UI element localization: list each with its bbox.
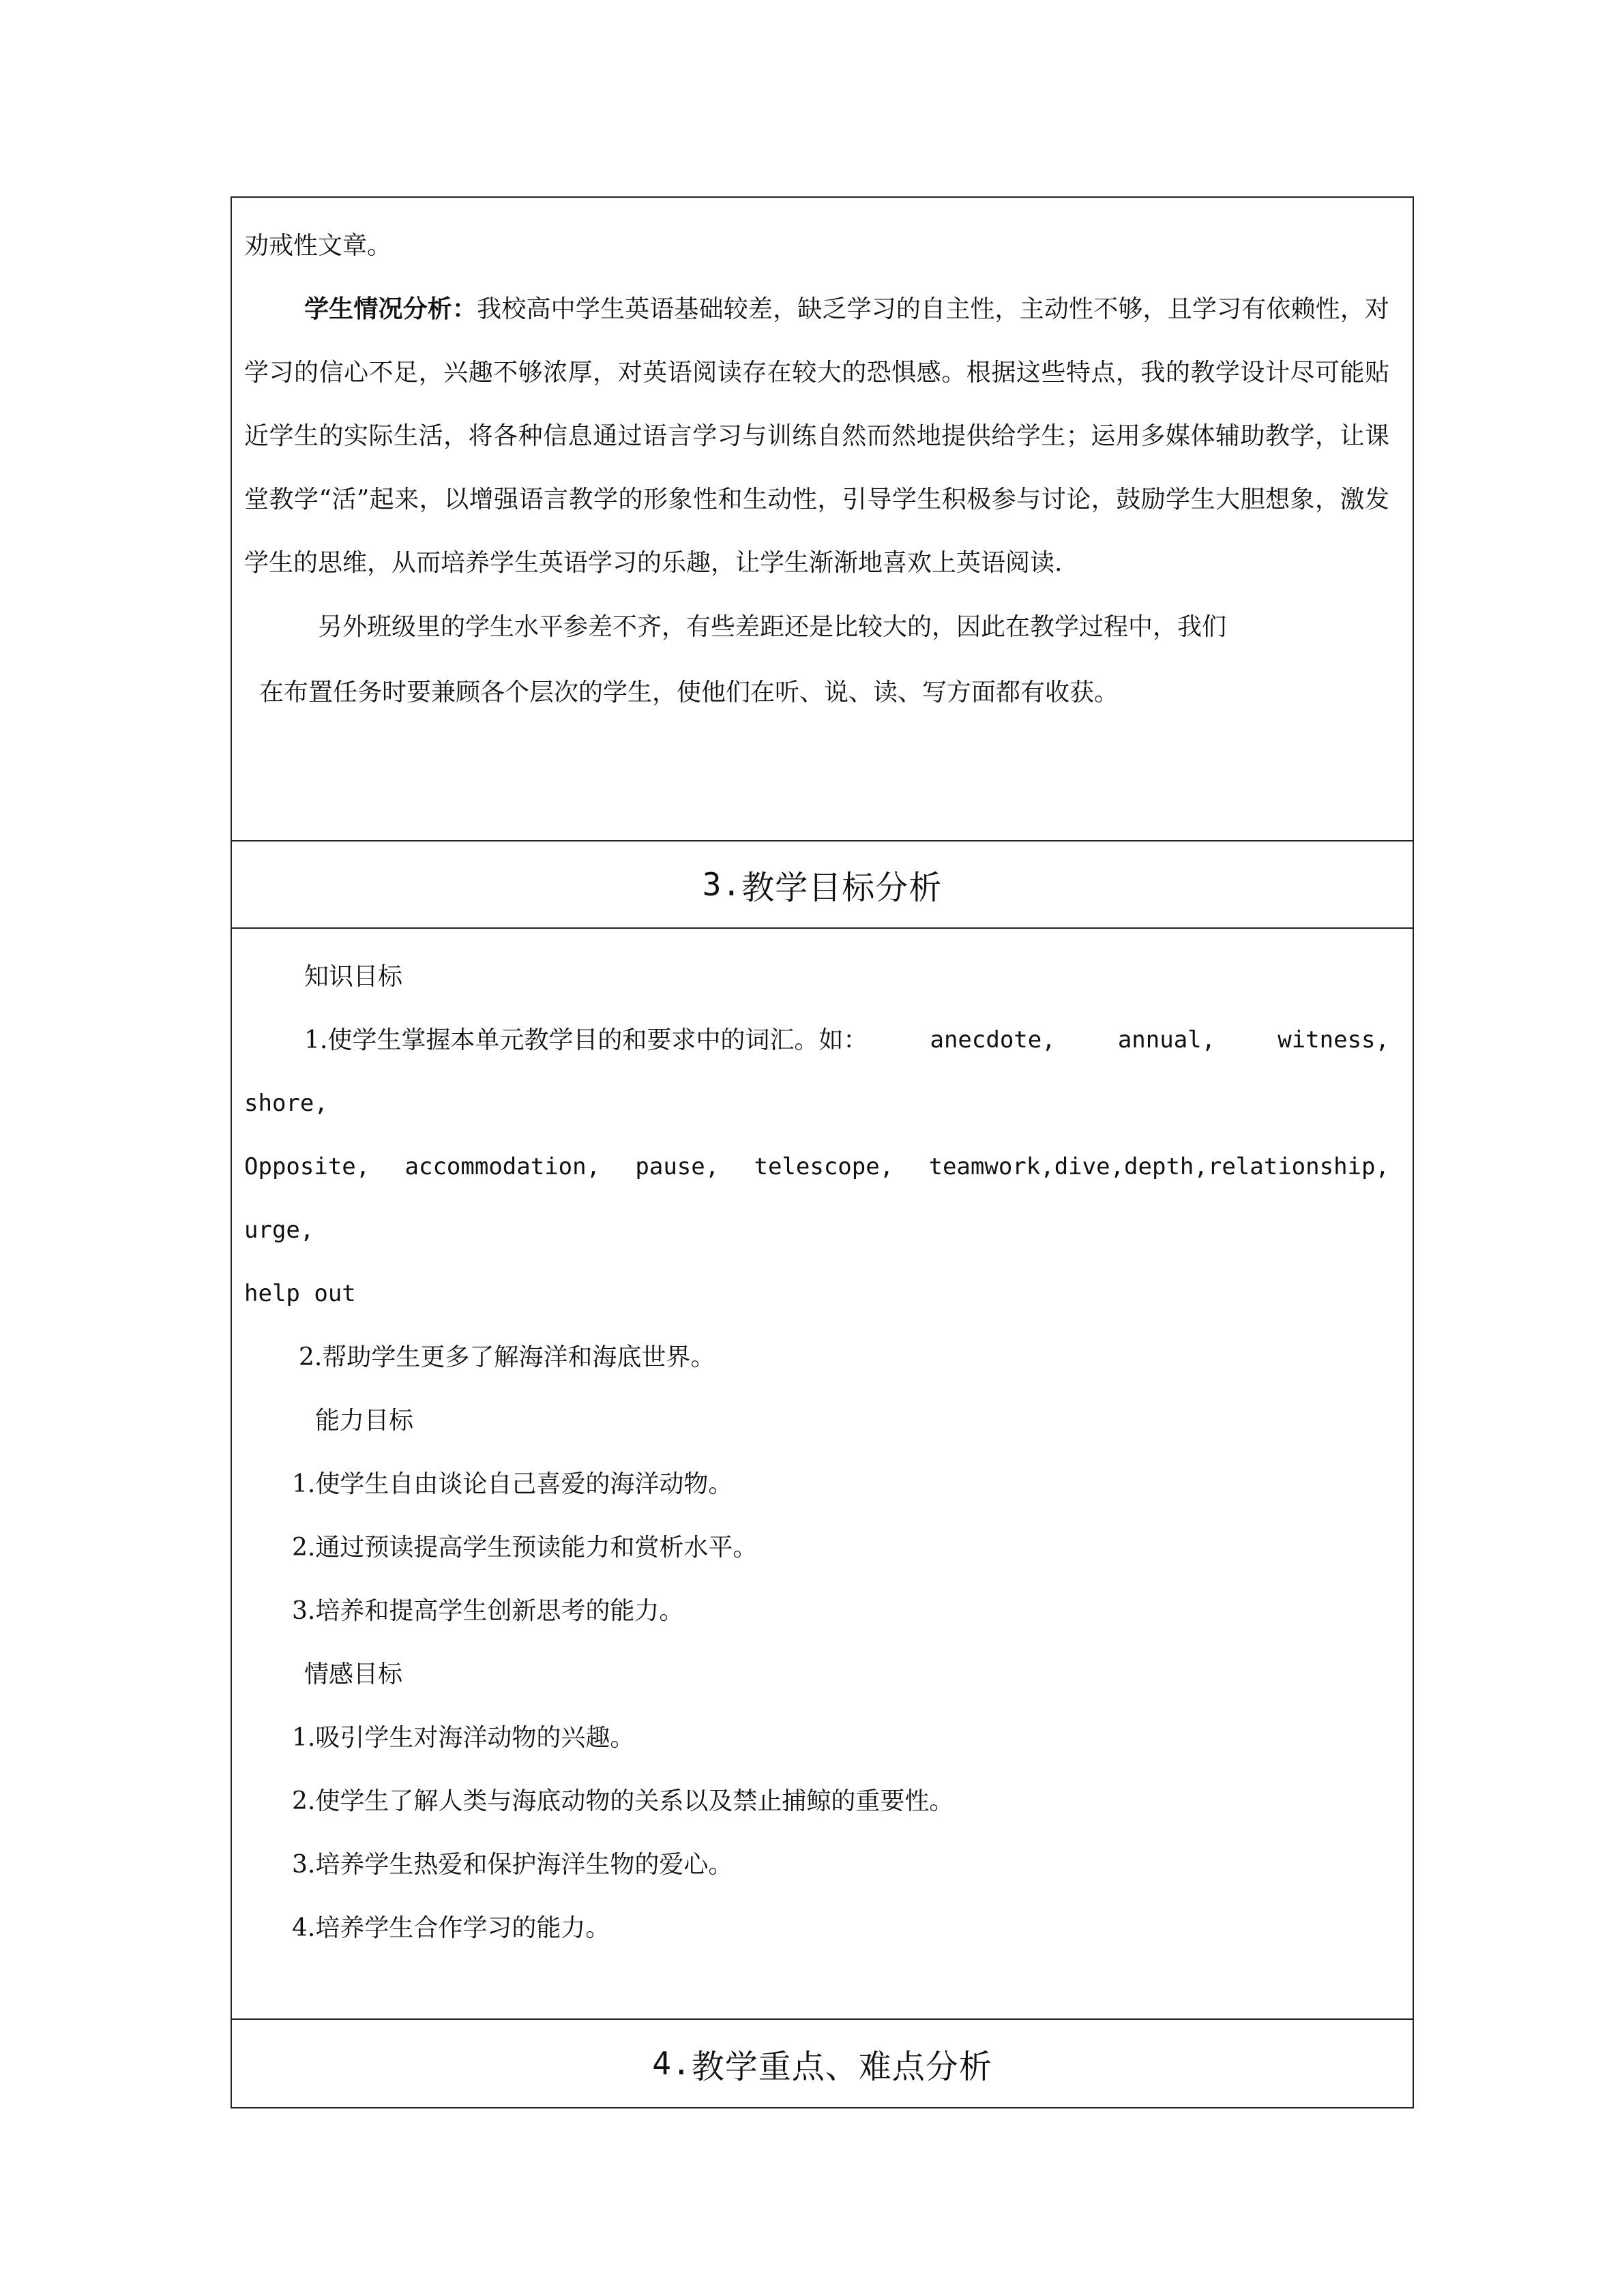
section-4-heading [232,2020,1413,2107]
emotion-goal-4: 4.培养学生合作学习的能力。 [292,1914,610,1942]
section-3-heading [232,841,1413,929]
vocab-word: teamwork,dive,depth,relationship, [928,1153,1389,1180]
emotion-goal-2: 2.使学生了解人类与海底动物的关系以及禁止捕鲸的重要性。 [292,1787,954,1815]
section-4-title: 教学重点、难点分析 [691,2047,992,2086]
vocab-line-5: help out [244,1280,356,1307]
goals-cell [232,929,1413,2020]
emotion-goals-title: 情感目标 [304,1660,403,1688]
knowledge-goals-title: 知识目标 [304,963,403,991]
section-3-number: 3. [702,866,742,903]
class-level-paragraph [244,595,1389,726]
ability-goals-title: 能力目标 [315,1407,414,1435]
ability-goal-2: 2.通过预读提高学生预读能力和赏析水平。 [292,1534,758,1562]
emotion-goal-3: 3.培养学生热爱和保护海洋生物的爱心。 [292,1851,733,1879]
vocab-word: witness, [1278,1026,1389,1054]
vocab-word: Opposite, [244,1153,370,1180]
knowledge-goal-1-lead: 1.使学生掌握本单元教学目的和要求中的词汇。如： [304,1026,868,1054]
vocab-line-4: urge, [244,1217,314,1244]
intro-line: 劝戒性文章。 [244,232,392,260]
knowledge-goal-2: 2.帮助学生更多了解海洋和海底世界。 [299,1343,715,1371]
section-4-number: 4. [652,2045,692,2082]
vocab-word: pause, [635,1153,720,1180]
emotion-goal-1: 1.吸引学生对海洋动物的兴趣。 [292,1724,635,1752]
student-analysis-text: 我校高中学生英语基础较差，缺乏学习的自主性，主动性不够，且学习有依赖性，对学习的信心不足，兴趣不够浓厚，对英语阅读存在较大的恐惧感。根据这些特点，我的教学设计尽可能贴近学生的实际生活，将各种信息通过语言学习与训练自然而然地提供给学生；运用多媒体辅助教学，让课堂教学“活”起来，以增强语言教学的形象性和生动性，引导学生积极参与讨论，鼓励学生大胆想象，激发学生的思维，从而培养学生英语学习的乐趣，让学生渐渐地喜欢上英语阅读. [244,295,1389,577]
lesson-plan-table [231,196,1414,2108]
vocab-word: accommodation, [404,1153,601,1180]
vocab-line-2: shore, [244,1090,328,1117]
knowledge-goal-1 [244,1009,1389,1072]
vocab-word: anecdote, [930,1026,1056,1054]
class-level-line-2: 在布置任务时要兼顾各个层次的学生，使他们在听、说、读、写方面都有收获。 [259,679,1119,706]
ability-goal-1: 1.使学生自由谈论自己喜爱的海洋动物。 [292,1470,733,1498]
class-level-line-1: 另外班级里的学生水平参差不齐，有些差距还是比较大的，因此在教学过程中，我们 [318,613,1227,641]
ability-goal-3: 3.培养和提高学生创新思考的能力。 [292,1597,684,1625]
student-analysis-label: 学生情况分析： [304,295,477,323]
section-3-title: 教学目标分析 [741,868,943,907]
vocab-line-3 [244,1135,1389,1199]
vocab-word: telescope, [754,1153,894,1180]
student-analysis-paragraph [244,278,1389,595]
student-analysis-cell [232,198,1413,841]
vocab-word: annual, [1117,1026,1216,1054]
